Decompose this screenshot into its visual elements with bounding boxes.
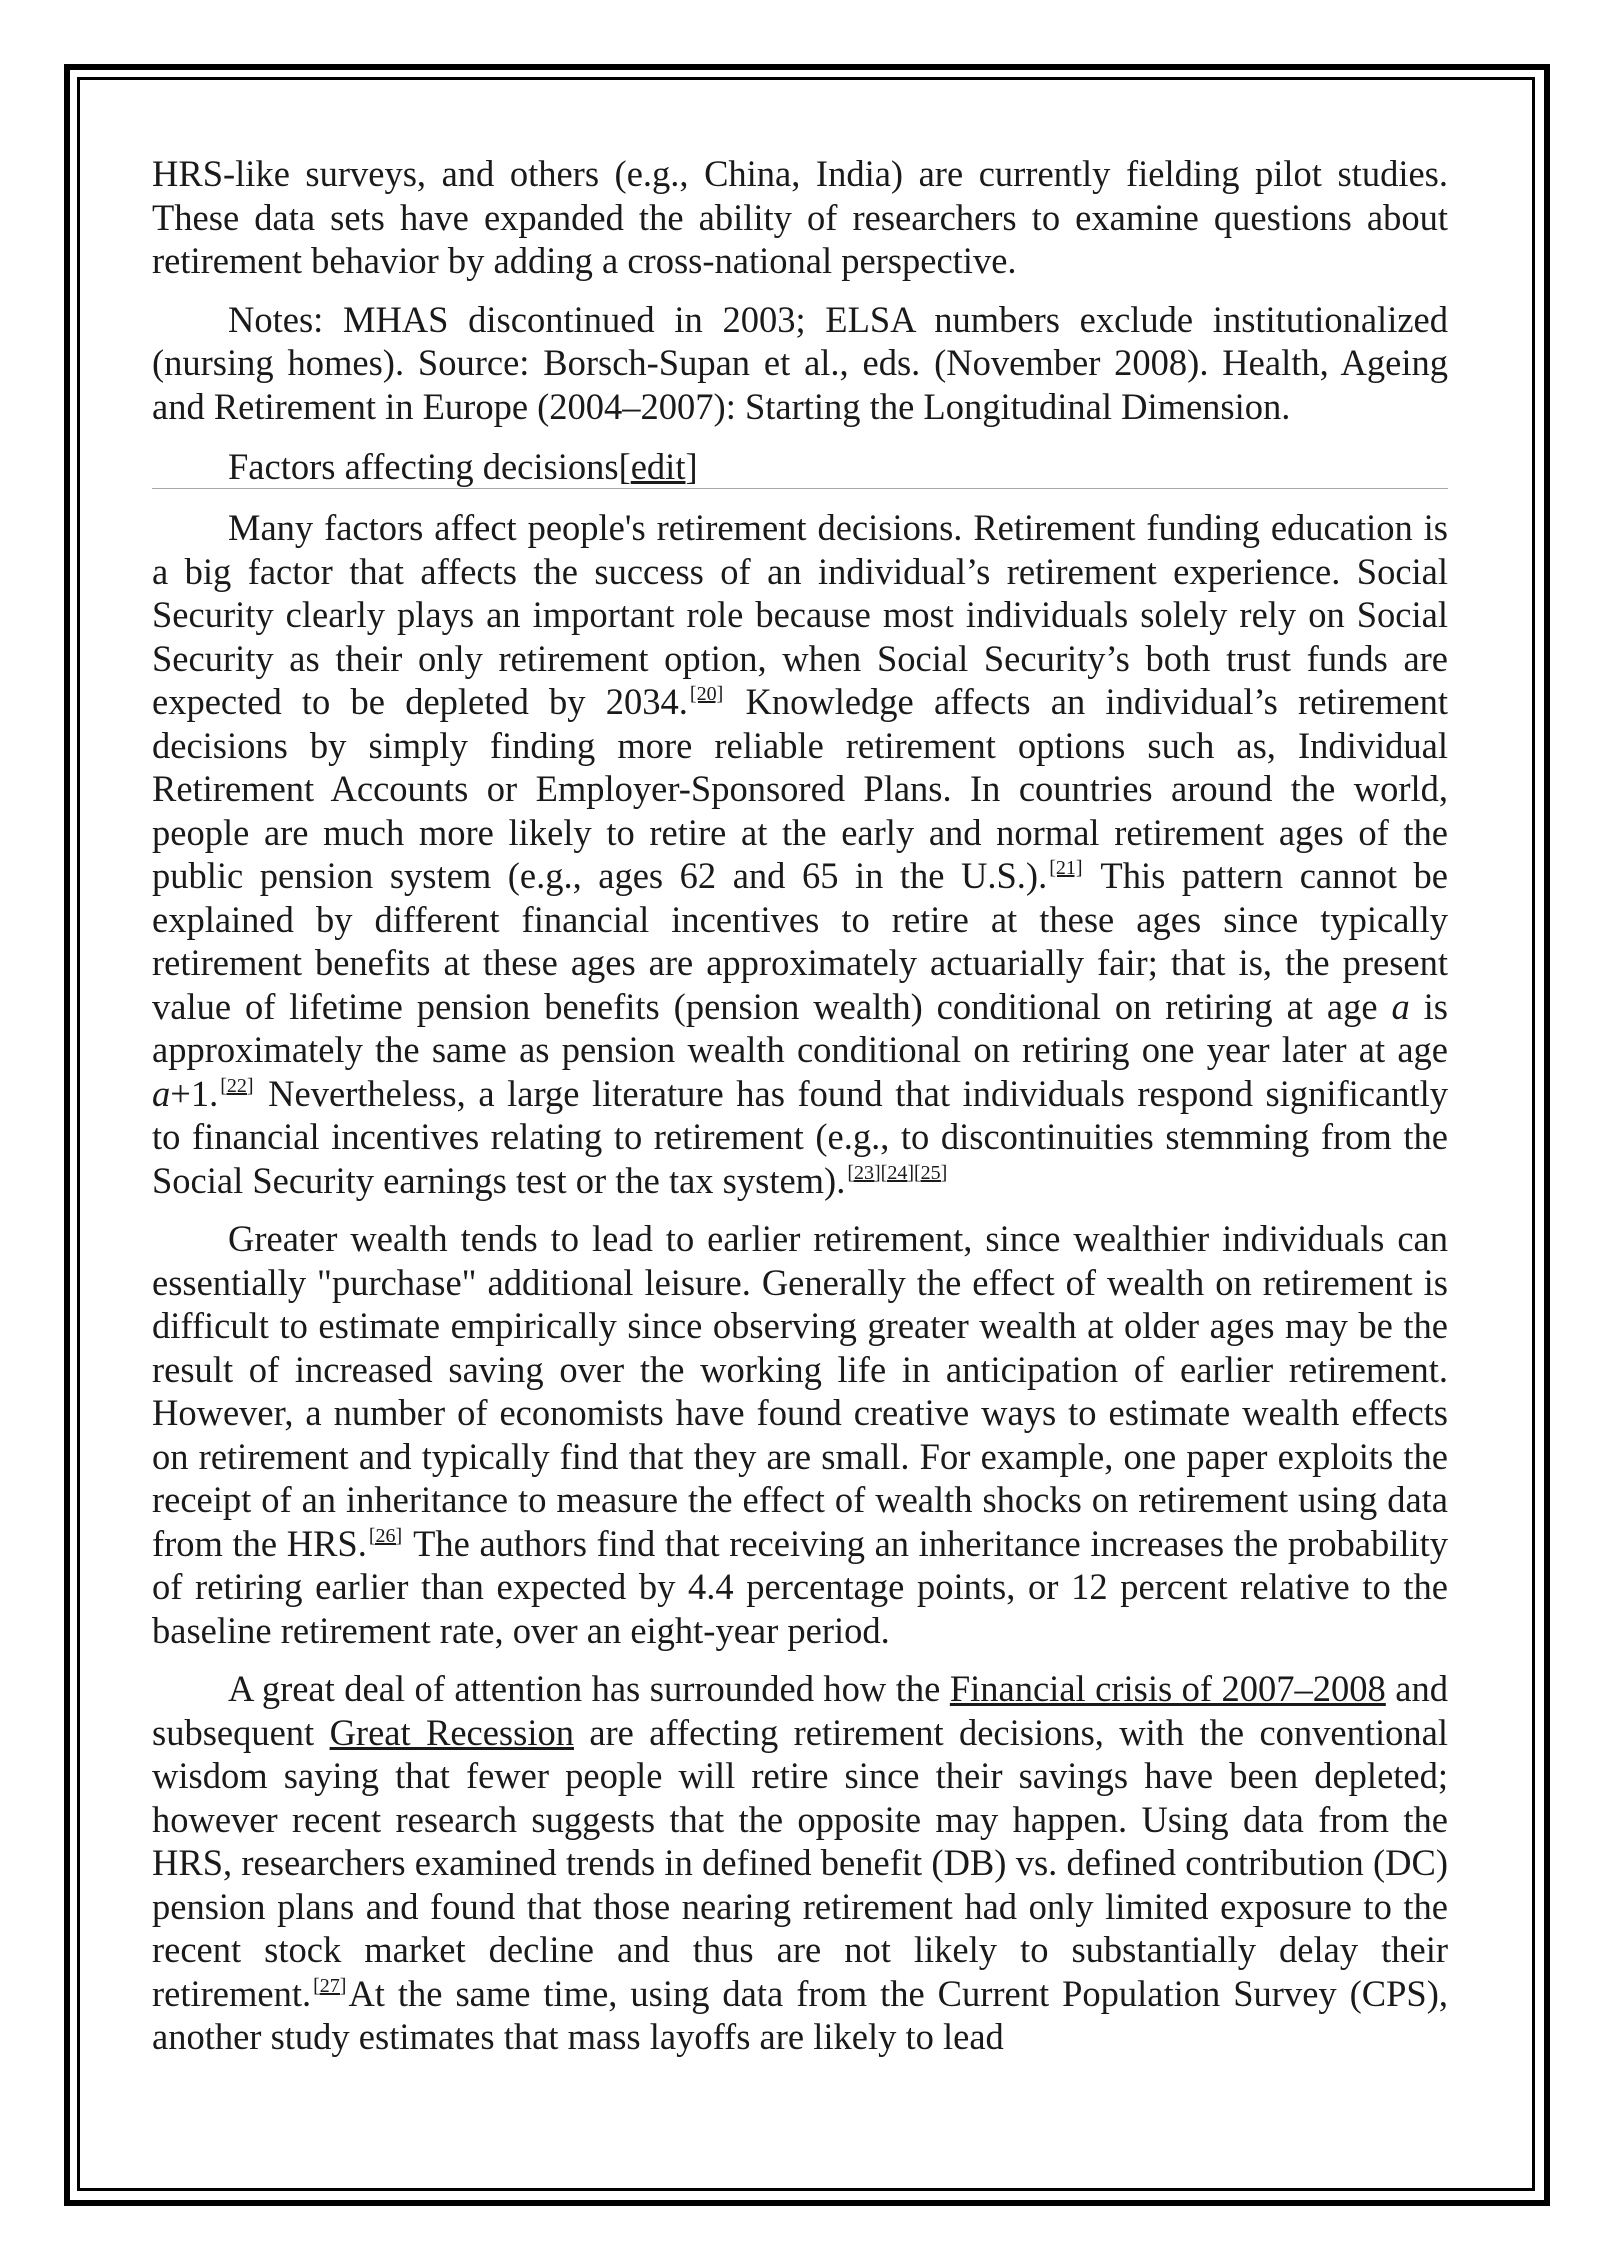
paragraph-text: Many factors affect people's retirement decisions. Retirement funding education is a big factor that affects the success of an individual’s retirement experience. Social Security clearly plays an important role because most individuals solely rely on Social Security as their only retirement option, when Social Security’s both trust funds are expected to be depleted by 2034. [152, 507, 1448, 722]
paragraph-wealth [152, 1217, 1448, 1652]
paragraph-text: Knowledge affects an individual’s retirement decisions by simply finding more reliable retirement options such as, Individual Retirement Accounts or Employer-Sponsored Plans. In countries around the world, people are much more likely to retire at the early and normal retirement ages of the public pension system (e.g., ages 62 and 65 in the U.S.). [152, 681, 1449, 896]
citation-link[interactable]: [23] [847, 1161, 881, 1184]
citation-22[interactable] [220, 1075, 253, 1097]
citation-23-25[interactable] [847, 1162, 947, 1184]
financial-crisis-link[interactable]: Financial crisis of 2007–2008 [949, 1668, 1386, 1709]
citation-link[interactable]: [24] [880, 1161, 914, 1184]
paragraph-text: Nevertheless, a large literature has found that individuals respond significantly to financial incentives relating to retirement (e.g., to discontinuities stemming from the Social Security earnings test or the tax system). [152, 1072, 1448, 1201]
great-recession-link[interactable]: Great Recession [329, 1711, 574, 1753]
citation-link[interactable]: [27] [313, 1974, 347, 1997]
edit-bracket-open: [ [618, 446, 631, 487]
citation-27[interactable] [313, 1975, 346, 1997]
paragraph-text: The authors find that receiving an inheritance increases the probability of retiring earlier than expected by 4.4 percentage points, or 12 percent relative to the baseline retirement rate, over an eight-year period. [152, 1522, 1449, 1651]
paragraph-text: This pattern cannot be explained by different financial incentives to retire at these ages since typically retirement benefits at these ages are approximately actuarially fair; that is, the present value of lifetime pension benefits (pension wealth) conditional on retiring at age [152, 855, 1448, 1027]
paragraph-text: are affecting retirement decisions, with the conventional wisdom saying that fewer people will retire since their savings have been depleted; however recent research suggests that the opposite may happen. Using data from the HRS, researchers examined trends in defined benefit (DB) vs. defined contribution (DC) pension plans and found that those nearing retirement had only limited exposure to the recent stock market decline and thus are not likely to substantially delay their retirement. [152, 1711, 1448, 2014]
citation-21[interactable] [1049, 857, 1082, 879]
paragraph-text: HRS-like surveys, and others (e.g., China, India) are currently fielding pilot studies. These data sets have expanded the ability of researchers to examine questions about retirement behavior by adding a cross-national perspective. [152, 153, 1448, 281]
document-body [152, 152, 1448, 2074]
citation-20[interactable] [690, 683, 723, 705]
citation-26[interactable] [369, 1525, 402, 1547]
citation-link[interactable]: [20] [689, 683, 724, 705]
paragraph-text: Greater wealth tends to lead to earlier retirement, since wealthier individuals can essentially "purchase" additional leisure. Generally the effect of wealth on retirement is difficult to estimate empirically since observing greater wealth at older ages may be the result of increased saving over the working life in anticipation of earlier retirement. However, a number of economists have found creative ways to estimate wealth effects on retirement and typically find that they are small. For example, one paper exploits the receipt of an inheritance to measure the effect of wealth shocks on retirement using data from the HRS. [152, 1218, 1448, 1564]
variable-a: a [152, 1072, 171, 1114]
citation-link[interactable]: [22] [220, 1074, 254, 1097]
citation-link[interactable]: [21] [1049, 857, 1083, 879]
variable-a: a [1391, 985, 1410, 1027]
edit-link[interactable]: edit [630, 446, 686, 487]
paragraph-factors [152, 506, 1448, 1202]
paragraph-text: A great deal of attention has surrounded how the [228, 1668, 950, 1709]
paragraph-text: is approximately the same as pension wealth conditional on retiring one year later at age [152, 985, 1448, 1070]
paragraph-text: and subsequent [152, 1668, 1448, 1753]
paragraph-text: Notes: MHAS discontinued in 2003; ELSA numbers exclude institutionalized (nursing homes). Source: Borsch-Supan et al., eds. (November 2008). Health, Ageing and Retirement in Europe (2004–2007): Starting the Longitudinal Dimension. [152, 298, 1448, 427]
paragraph-text: +1. [170, 1072, 219, 1114]
citation-link[interactable]: [25] [914, 1161, 948, 1184]
citation-link[interactable]: [26] [368, 1524, 403, 1547]
section-heading-text: Factors affecting decisions [228, 446, 619, 487]
section-heading [152, 446, 1448, 489]
paragraph-notes [152, 298, 1448, 429]
paragraph-financial-crisis [152, 1667, 1448, 2059]
edit-bracket-close: ] [685, 446, 698, 487]
paragraph-surveys [152, 152, 1448, 283]
paragraph-text: At the same time, using data from the Current Population Survey (CPS), another study estimates that mass layoffs are likely to lead [152, 1972, 1448, 2057]
